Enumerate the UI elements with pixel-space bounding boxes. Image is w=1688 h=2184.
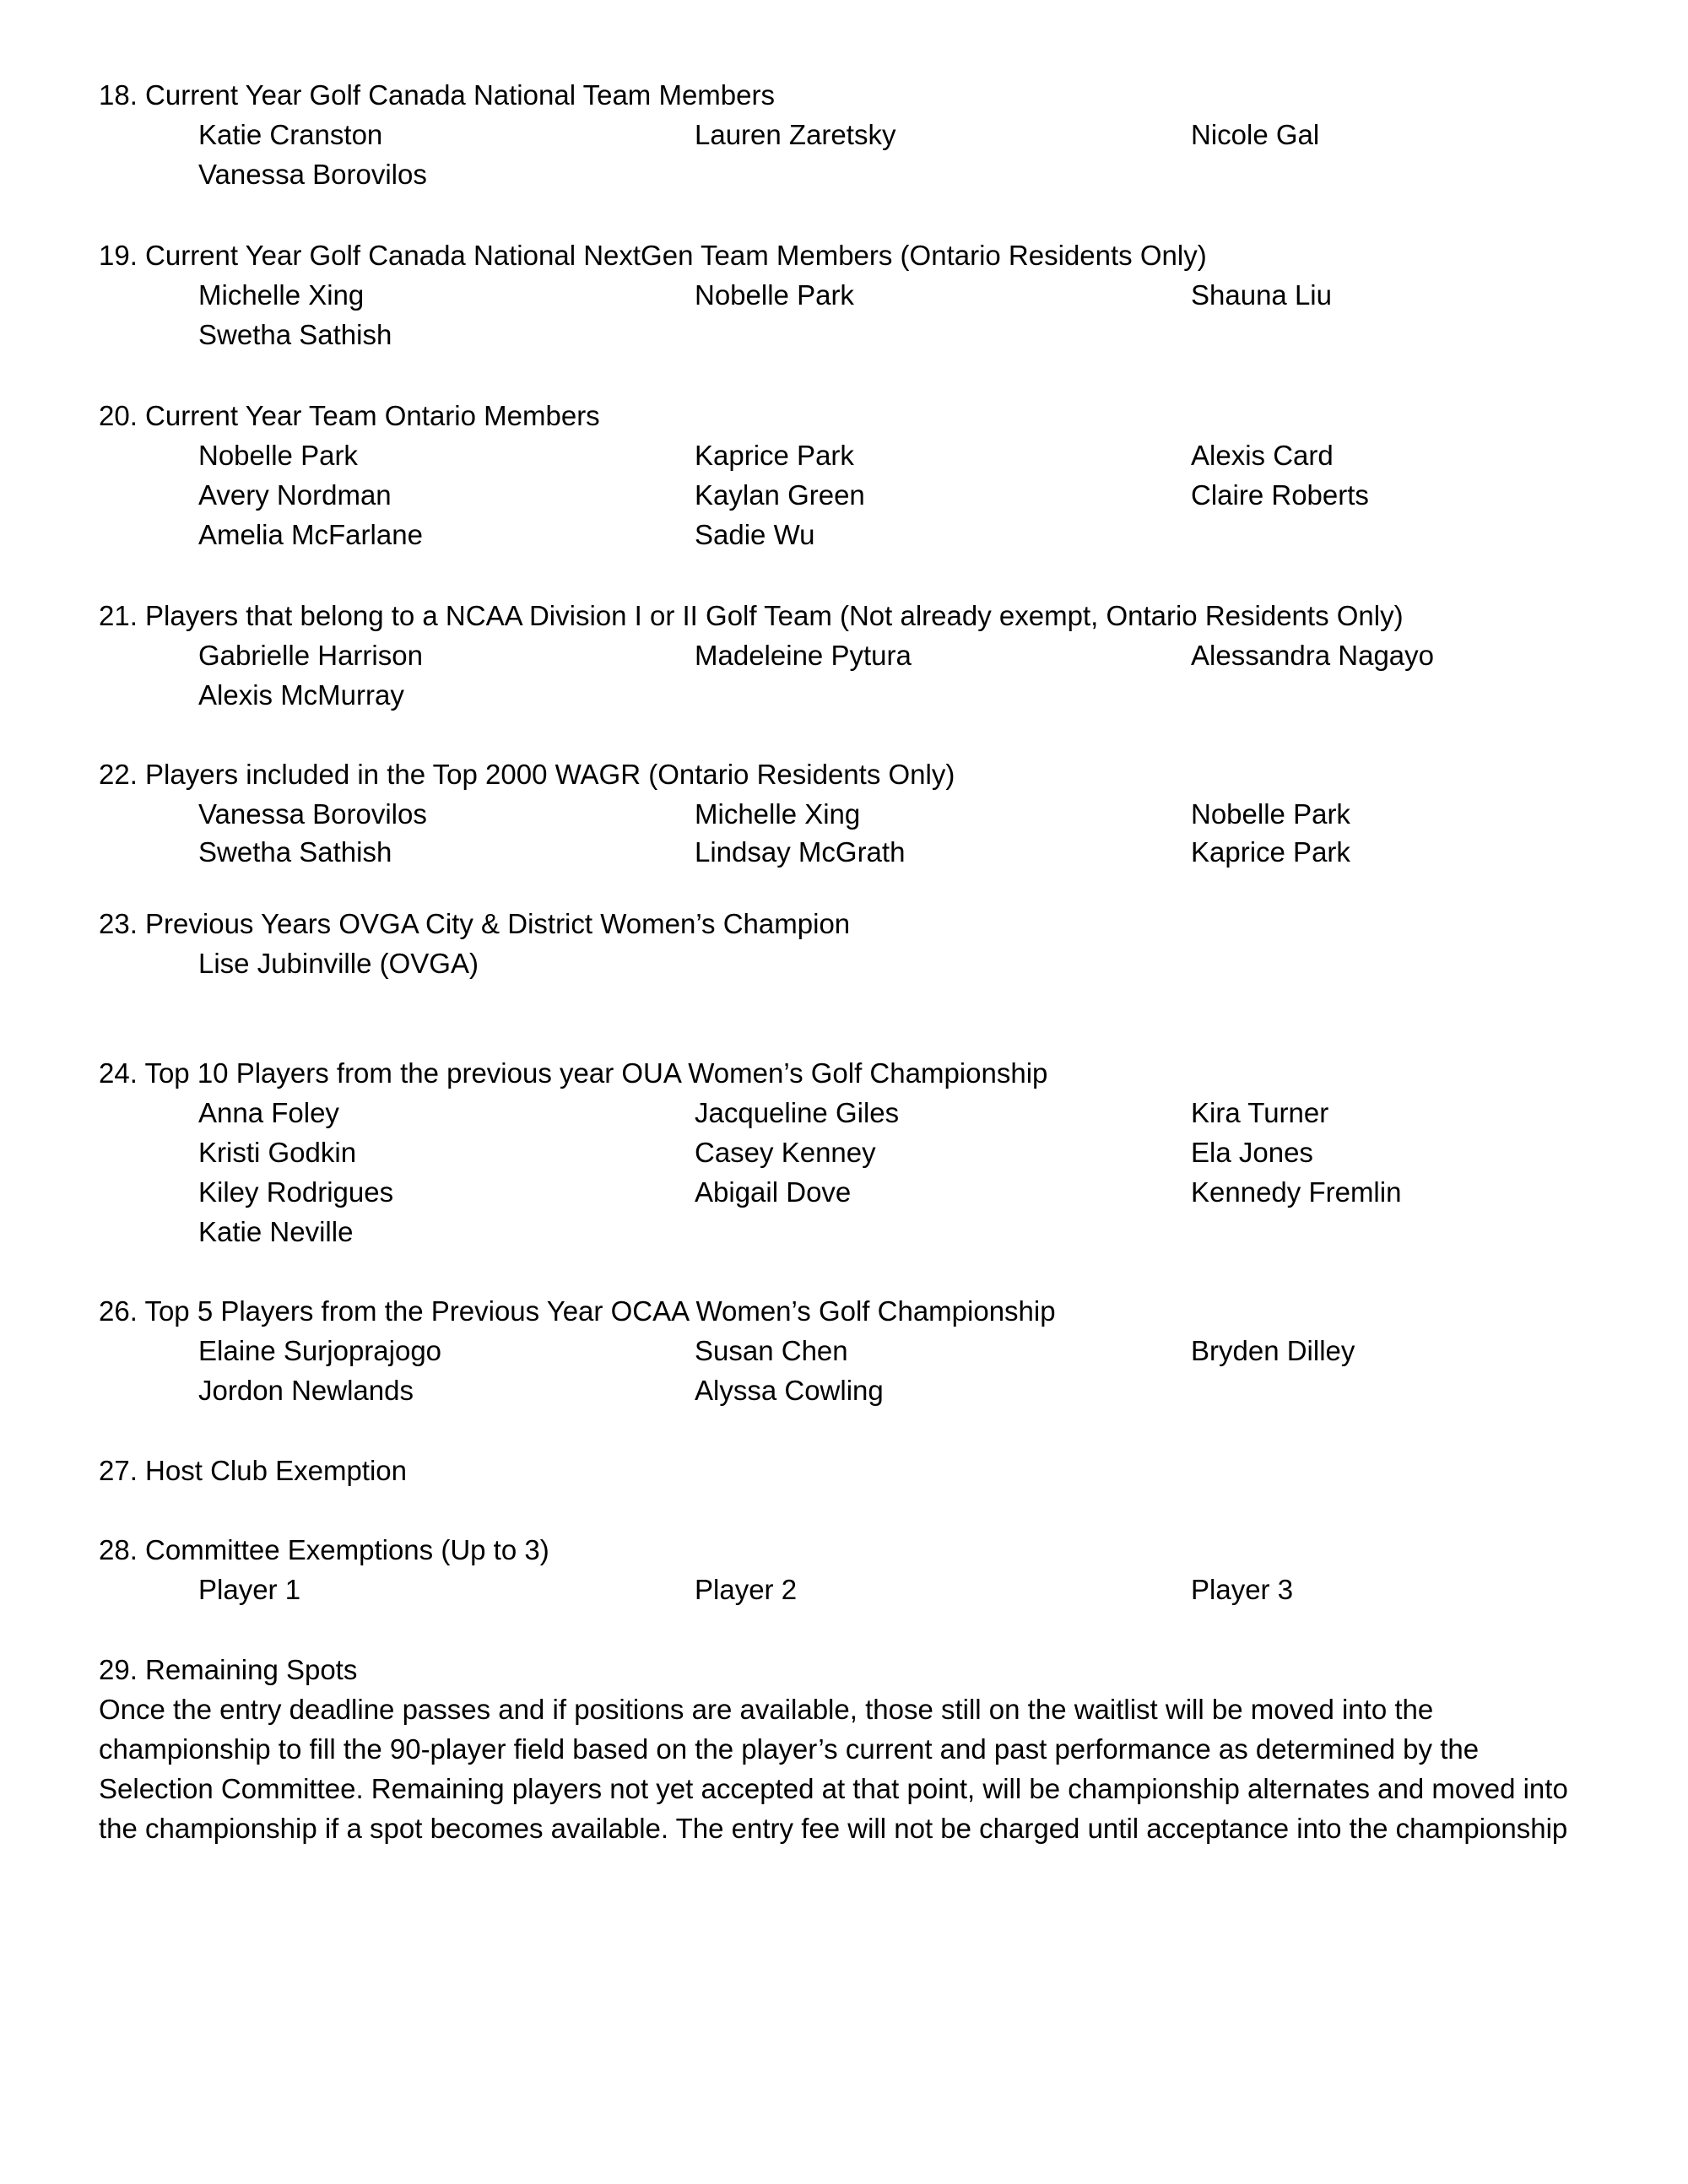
player-name: Kaylan Green — [695, 479, 865, 511]
section-20-team-ontario — [99, 396, 1601, 554]
player-row — [99, 1331, 1601, 1370]
player-name: Katie Neville — [198, 1216, 354, 1247]
player-slot: Player 2 — [695, 1574, 798, 1605]
player-slot: Player 3 — [1191, 1574, 1294, 1605]
section-heading: 28. Committee Exemptions (Up to 3) — [99, 1534, 549, 1565]
paragraph-line: Once the entry deadline passes and if positions are available, those still on the waitlist will be moved into the — [99, 1694, 1434, 1725]
player-row — [99, 1370, 1601, 1410]
player-row — [99, 943, 1601, 981]
section-heading: 29. Remaining Spots — [99, 1654, 358, 1685]
player-name: Kennedy Fremlin — [1191, 1176, 1402, 1208]
section-heading: 18. Current Year Golf Canada National Team Members — [99, 79, 775, 111]
section-29-remaining-spots — [99, 1650, 1601, 1689]
player-name: Lauren Zaretsky — [695, 119, 896, 150]
player-name: Shauna Liu — [1191, 279, 1332, 311]
player-name: Nicole Gal — [1191, 119, 1320, 150]
section-heading: 23. Previous Years OVGA City & District Women’s Champion — [99, 908, 851, 939]
player-row — [99, 1133, 1601, 1172]
player-name: Swetha Sathish — [198, 319, 392, 350]
player-name: Casey Kenney — [695, 1137, 876, 1168]
section-heading: 22. Players included in the Top 2000 WAGR (Ontario Residents Only) — [99, 759, 955, 790]
paragraph-line: championship to fill the 90-player field based on the player’s current and past performance as determined by the — [99, 1733, 1480, 1765]
player-name: Alyssa Cowling — [695, 1375, 884, 1406]
player-name: Ela Jones — [1191, 1137, 1313, 1168]
player-name: Abigail Dove — [695, 1176, 852, 1208]
section-heading: 26. Top 5 Players from the Previous Year OCAA Women’s Golf Championship — [99, 1295, 1056, 1327]
section-heading: 21. Players that belong to a NCAA Division I or II Golf Team (Not already exempt, Ontario Residents Only) — [99, 600, 1404, 631]
player-name: Claire Roberts — [1191, 479, 1369, 511]
player-name: Avery Nordman — [198, 479, 392, 511]
paragraph-line: Selection Committee. Remaining players not yet accepted at that point, will be championship alternates and moved into — [99, 1773, 1568, 1804]
player-name: Bryden Dilley — [1191, 1335, 1355, 1366]
player-name: Michelle Xing — [695, 798, 861, 830]
player-name: Alexis McMurray — [198, 679, 404, 711]
player-row — [99, 635, 1601, 675]
player-name: Kaprice Park — [695, 440, 854, 471]
player-name: Lindsay McGrath — [695, 836, 906, 868]
player-name: Nobelle Park — [695, 279, 854, 311]
player-row — [99, 275, 1601, 315]
section-heading: 20. Current Year Team Ontario Members — [99, 400, 600, 431]
player-row — [99, 154, 1601, 194]
player-row — [99, 315, 1601, 354]
player-row — [99, 1212, 1601, 1251]
player-row — [99, 1172, 1601, 1212]
section-24-oua-top10 — [99, 1053, 1601, 1251]
player-row — [99, 115, 1601, 154]
player-name: Kaprice Park — [1191, 836, 1350, 868]
player-name: Nobelle Park — [1191, 798, 1350, 830]
player-name: Alexis Card — [1191, 440, 1334, 471]
remaining-spots-paragraph — [99, 1689, 1601, 1848]
player-row — [99, 794, 1601, 832]
player-name: Sadie Wu — [695, 519, 815, 550]
section-heading: 24. Top 10 Players from the previous year OUA Women’s Golf Championship — [99, 1057, 1048, 1089]
player-name: Amelia McFarlane — [198, 519, 423, 550]
player-row — [99, 1093, 1601, 1133]
section-heading: 27. Host Club Exemption — [99, 1455, 408, 1486]
player-name: Elaine Surjoprajogo — [198, 1335, 442, 1366]
player-name: Lise Jubinville (OVGA) — [198, 948, 479, 979]
player-row — [99, 515, 1601, 554]
player-row — [99, 832, 1601, 870]
player-name: Swetha Sathish — [198, 836, 392, 868]
player-name: Kiley Rodrigues — [198, 1176, 394, 1208]
player-row — [99, 435, 1601, 475]
player-name: Katie Cranston — [198, 119, 383, 150]
player-name: Anna Foley — [198, 1097, 339, 1128]
section-21-ncaa-players — [99, 596, 1601, 715]
section-27-host-club — [99, 1451, 1601, 1490]
player-name: Jordon Newlands — [198, 1375, 414, 1406]
section-18-national-team — [99, 75, 1601, 194]
player-name: Madeleine Pytura — [695, 640, 912, 671]
player-name: Kira Turner — [1191, 1097, 1329, 1128]
section-28-committee-exemptions — [99, 1530, 1601, 1609]
paragraph-line: the championship if a spot becomes available. The entry fee will not be charged until acceptance into the championship — [99, 1813, 1568, 1844]
player-name: Vanessa Borovilos — [198, 798, 427, 830]
player-name: Nobelle Park — [198, 440, 358, 471]
player-row — [99, 1570, 1601, 1609]
player-row — [99, 475, 1601, 515]
player-name: Susan Chen — [695, 1335, 848, 1366]
player-row — [99, 675, 1601, 715]
section-22-wagr-players — [99, 754, 1601, 870]
player-name: Gabrielle Harrison — [198, 640, 423, 671]
player-name: Alessandra Nagayo — [1191, 640, 1435, 671]
player-name: Kristi Godkin — [198, 1137, 357, 1168]
player-name: Vanessa Borovilos — [198, 159, 427, 190]
section-19-nextgen-team — [99, 235, 1601, 354]
player-name: Jacqueline Giles — [695, 1097, 900, 1128]
section-heading: 19. Current Year Golf Canada National NextGen Team Members (Ontario Residents Only) — [99, 240, 1207, 271]
player-name: Michelle Xing — [198, 279, 365, 311]
player-slot: Player 1 — [198, 1574, 301, 1605]
section-23-ovga-champion — [99, 904, 1601, 981]
section-26-ocaa-top5 — [99, 1291, 1601, 1410]
